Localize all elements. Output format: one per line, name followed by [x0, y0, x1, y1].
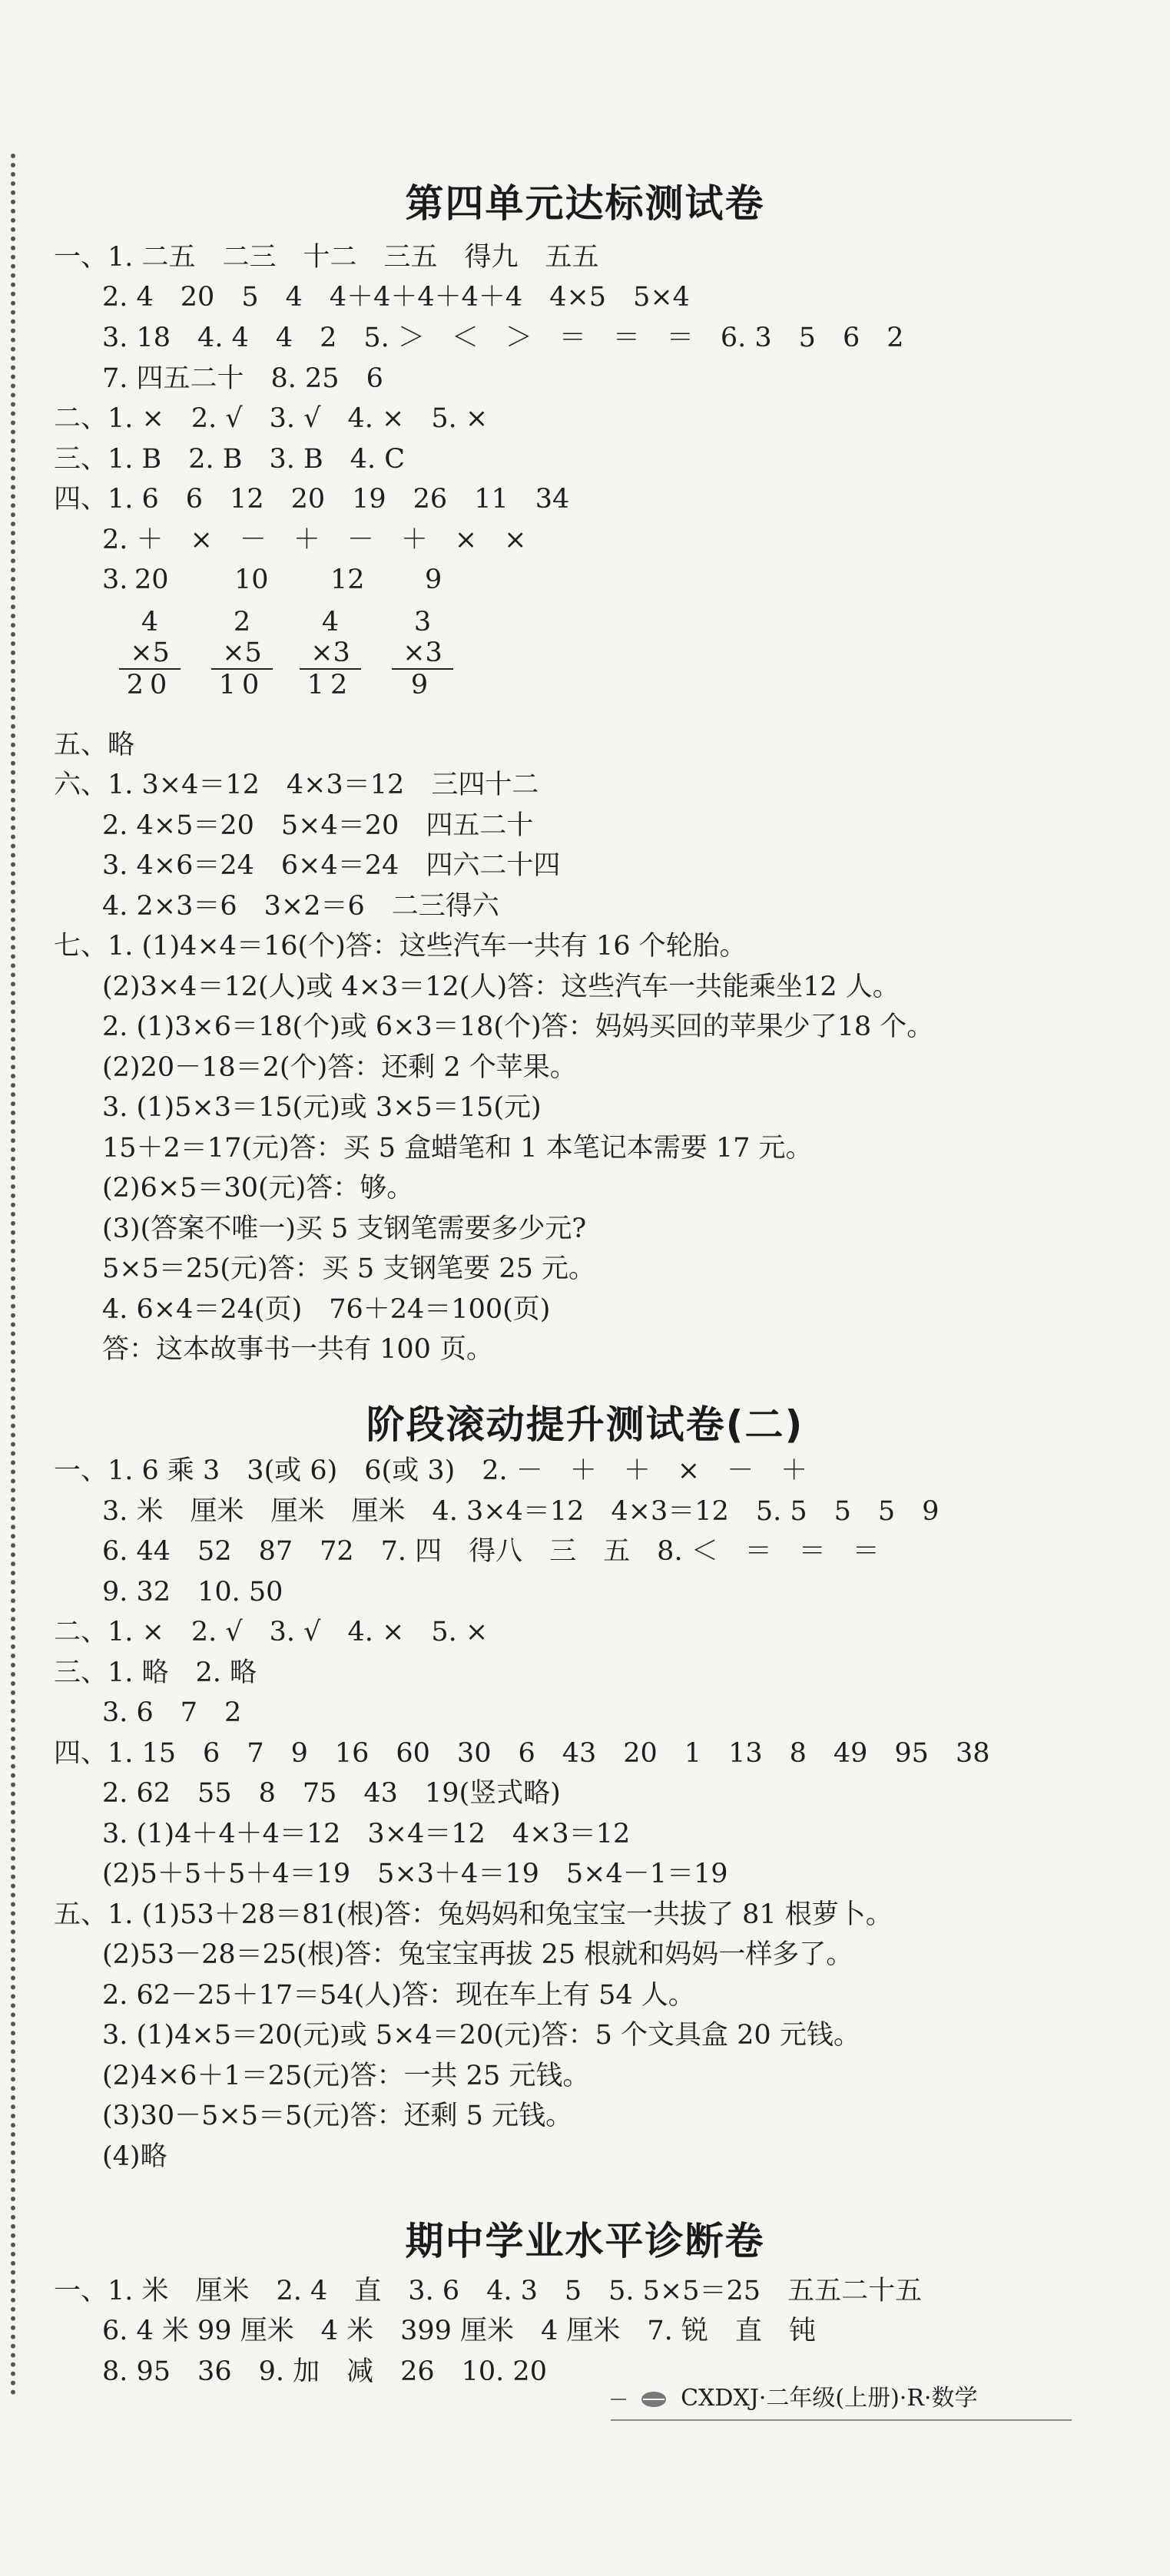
- answer-line: 15＋2＝17(元)答：买 5 盒蜡笔和 1 本笔记本需要 17 元。: [102, 1133, 813, 1164]
- answer-line: 6. 4 米 99 厘米 4 米 399 厘米 4 厘米 7. 锐 直 钝: [102, 2316, 816, 2346]
- answer-line: (2)5＋5＋5＋4＝19 5×3＋4＝19 5×4－1＝19: [102, 1859, 728, 1889]
- vertical-calc: [392, 607, 453, 700]
- calc-result: 9: [410, 670, 435, 700]
- section-title-stage-test-2: 阶段滚动提升测试卷(二): [366, 1402, 804, 1447]
- answer-line: (4)略: [102, 2141, 167, 2172]
- answer-line: 三、1. 略 2. 略: [54, 1657, 257, 1688]
- answer-line: 七、1. (1)4×4＝16(个)答：这些汽车一共有 16 个轮胎。: [54, 931, 747, 962]
- answer-line: (2)20－18＝2(个)答：还剩 2 个苹果。: [102, 1052, 577, 1083]
- calc-head: 10: [234, 565, 269, 595]
- answer-line: 五、1. (1)53＋28＝81(根)答：兔妈妈和兔宝宝一共拔了 81 根萝卜。: [54, 1899, 893, 1930]
- answer-line: 3. (1)4×5＝20(元)或 5×4＝20(元)答：5 个文具盒 20 元钱。: [102, 2020, 860, 2051]
- calc-result: 12: [307, 670, 354, 700]
- calc-result: 20: [126, 670, 174, 700]
- answer-line: 6. 44 52 87 72 7. 四 得八 三 五 8. ＜ ＝ ＝ ＝: [102, 1536, 880, 1567]
- answer-line: 3. 18 4. 4 4 2 5. ＞ ＜ ＞ ＝ ＝ ＝ 6. 3 5 6 2: [102, 323, 904, 353]
- answer-line: 7. 四五二十 8. 25 6: [102, 363, 383, 394]
- answer-line: 一、1. 米 厘米 2. 4 直 3. 6 4. 3 5 5. 5×5＝25 五五二十五: [54, 2276, 923, 2306]
- vertical-calc: [119, 607, 181, 700]
- calc-head: 12: [330, 565, 365, 595]
- calc-mul: ×5: [211, 637, 273, 670]
- answer-line: 2. 4 20 5 4 4＋4＋4＋4＋4 4×5 5×4: [102, 282, 690, 313]
- answer-line: (2)53－28＝25(根)答：兔宝宝再拔 25 根就和妈妈一样多了。: [102, 1939, 853, 1970]
- calc-head: 9: [425, 565, 442, 595]
- answer-line: 2. 4×5＝20 5×4＝20 四五二十: [102, 810, 534, 841]
- vertical-calc: [211, 607, 273, 700]
- answer-line: 2. ＋ × － ＋ － ＋ × ×: [102, 525, 527, 555]
- vertical-calc: [300, 607, 361, 700]
- answer-line: 3. 4×6＝24 6×4＝24 四六二十四: [102, 850, 561, 881]
- footer-rule: [611, 2419, 1072, 2421]
- answer-line: 一、1. 二五 二三 十二 三五 得九 五五: [54, 242, 599, 273]
- answer-line: (2)3×4＝12(人)或 4×3＝12(人)答：这些汽车一共能乘坐12 人。: [102, 972, 900, 1002]
- calc-head: 20: [134, 565, 169, 595]
- calc-top: 3: [413, 607, 432, 637]
- answer-line: 4. 6×4＝24(页) 76＋24＝100(页): [102, 1294, 551, 1325]
- answer-line: (2)6×5＝30(元)答：够。: [102, 1173, 414, 1204]
- calc-mul: ×3: [300, 637, 361, 670]
- answer-line: (3)(答案不唯一)买 5 支钢笔需要多少元?: [102, 1214, 587, 1244]
- answer-line: 9. 32 10. 50: [102, 1577, 283, 1608]
- answer-line: 五、略: [54, 730, 135, 760]
- footer-label: [611, 2379, 1072, 2418]
- answer-line: 2. 62 55 8 75 43 19(竖式略): [102, 1778, 561, 1809]
- answer-line: 3. 米 厘米 厘米 厘米 4. 3×4＝12 4×3＝12 5. 5 5 5 9: [102, 1496, 940, 1527]
- footer-dash: [611, 2399, 626, 2400]
- answer-line: (2)4×6＋1＝25(元)答：一共 25 元钱。: [102, 2061, 590, 2091]
- answer-line: 二、1. × 2. √ 3. √ 4. × 5. ×: [54, 1617, 489, 1647]
- answer-line: 二、1. × 2. √ 3. √ 4. × 5. ×: [54, 403, 489, 434]
- answer-line: 2. (1)3×6＝18(个)或 6×3＝18(个)答：妈妈买回的苹果少了18 个。: [102, 1012, 934, 1042]
- section-title-midterm: 期中学业水平诊断卷: [405, 2219, 765, 2263]
- footer-text: CXDXJ·二年级(上册)·R·数学: [681, 2385, 978, 2412]
- answer-line: 3.: [102, 565, 128, 595]
- answer-line: 3. (1)5×3＝15(元)或 3×5＝15(元): [102, 1092, 542, 1123]
- answer-line: 四、1. 6 6 12 20 19 26 11 34: [54, 484, 570, 515]
- answer-line: 六、1. 3×4＝12 4×3＝12 三四十二: [54, 770, 539, 800]
- answer-line: 3. 6 7 2: [102, 1697, 242, 1728]
- calc-top: 4: [141, 607, 159, 637]
- answer-line: 答：这本故事书一共有 100 页。: [102, 1334, 494, 1365]
- answer-line: 2. 62－25＋17＝54(人)答：现在车上有 54 人。: [102, 1980, 695, 2011]
- leaf-icon: [638, 2390, 669, 2409]
- calc-result: 10: [218, 670, 266, 700]
- answer-line: 4. 2×3＝6 3×2＝6 二三得六: [102, 891, 499, 922]
- section-title-unit4: 第四单元达标测试卷: [405, 181, 765, 226]
- answer-line: 8. 95 36 9. 加 减 26 10. 20: [102, 2356, 547, 2387]
- answer-line: 3. (1)4＋4＋4＝12 3×4＝12 4×3＝12: [102, 1819, 631, 1849]
- answer-line: 四、1. 15 6 7 9 16 60 30 6 43 20 1 13 8 49 95 38: [54, 1738, 990, 1769]
- calc-top: 4: [321, 607, 340, 637]
- answer-line: (3)30－5×5＝5(元)答：还剩 5 元钱。: [102, 2101, 573, 2131]
- calc-mul: ×5: [119, 637, 181, 670]
- answer-line: 5×5＝25(元)答：买 5 支钢笔要 25 元。: [102, 1253, 596, 1284]
- calc-top: 2: [233, 607, 251, 637]
- calc-mul: ×3: [392, 637, 453, 670]
- answer-line: 一、1. 6 乘 3 3(或 6) 6(或 3) 2. － ＋ ＋ × － ＋: [54, 1455, 808, 1486]
- answer-line: 三、1. B 2. B 3. B 4. C: [54, 444, 406, 475]
